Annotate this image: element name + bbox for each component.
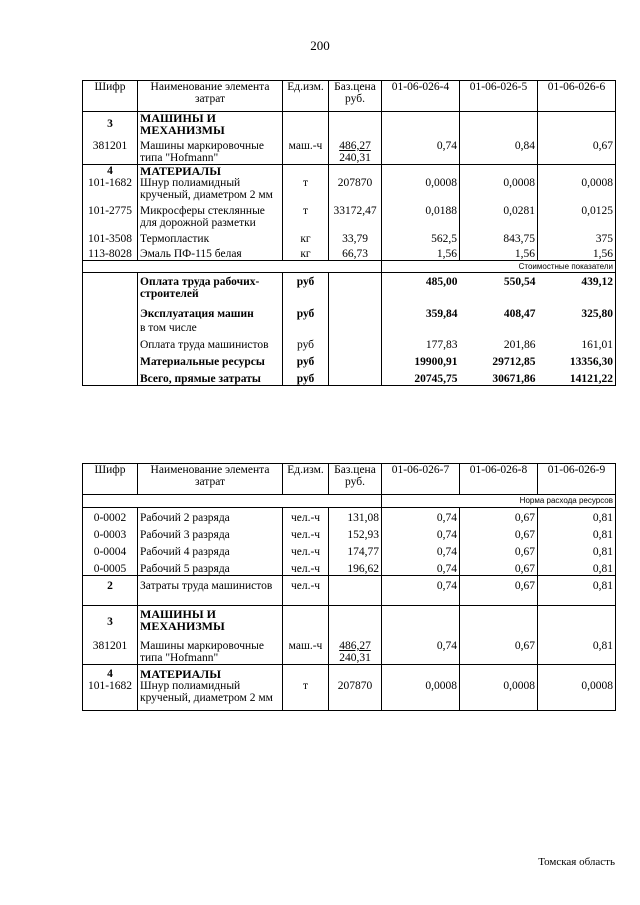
- region-footer: Томская область: [538, 856, 615, 868]
- header-col-2: 01-06-026-8: [460, 464, 538, 495]
- table-row: 0-0003 Рабочий 3 разряда чел.-ч 152,93 0,74 0,67 0,81: [83, 524, 616, 541]
- total-row: Всего, прямые затраты руб 20745,75 30671,86 14121,22: [83, 368, 616, 386]
- section-row: 3 МАШИНЫ И МЕХАНИЗМЫ: [83, 112, 616, 141]
- total-row: Эксплуатация машин руб 359,84 408,47 325,80: [83, 300, 616, 320]
- table-header: [83, 81, 616, 112]
- table-row: 101-1682 Шнур полиамидный крученый, диаметром 2 мм т 207870 0,0008 0,0008 0,0008: [83, 177, 616, 201]
- header-col-2: 01-06-026-5: [460, 81, 538, 112]
- header-code: Шифр: [83, 81, 138, 112]
- header-price: Баз.цена руб.: [329, 464, 382, 495]
- table-row: 381201 Машины маркировочные типа "Hofmann" маш.-ч 486,27 240,31 0,74 0,84 0,67: [83, 140, 616, 165]
- table-row: 113-8028 Эмаль ПФ-115 белая кг 66,73 1,56 1,56 1,56: [83, 245, 616, 261]
- table-row: 2 Затраты труда машинистов чел.-ч 0,74 0,67 0,81: [83, 576, 616, 606]
- header-col-3: 01-06-026-9: [538, 464, 616, 495]
- header-name: Наименование элемента затрат: [138, 464, 283, 495]
- section-row: 4 МАТЕРИАЛЫ: [83, 165, 616, 178]
- header-col-1: 01-06-026-4: [382, 81, 460, 112]
- header-unit: Ед.изм.: [283, 464, 329, 495]
- header-code: Шифр: [83, 464, 138, 495]
- total-row: Оплата труда рабочих-строителей руб 485,00 550,54 439,12: [83, 273, 616, 301]
- table-row: 101-1682 Шнур полиамидный крученый, диаметром 2 мм т 207870 0,0008 0,0008 0,0008: [83, 680, 616, 711]
- cost-indicators-note: Стоимостные показатели: [83, 261, 616, 273]
- header-price: Баз.цена руб.: [329, 81, 382, 112]
- table-row: 0-0005 Рабочий 5 разряда чел.-ч 196,62 0,74 0,67 0,81: [83, 558, 616, 576]
- table-row: 381201 Машины маркировочные типа "Hofmann" маш.-ч 486,27 240,31 0,74 0,67 0,81: [83, 636, 616, 665]
- header-col-3: 01-06-026-6: [538, 81, 616, 112]
- page-number: 200: [310, 38, 330, 53]
- total-row: Оплата труда машинистов руб 177,83 201,86 161,01: [83, 334, 616, 351]
- header-name: Наименование элемента затрат: [138, 81, 283, 112]
- resource-table-1: [82, 80, 616, 386]
- table-header: [83, 464, 616, 495]
- table-row: 101-2775 Микросферы стеклянные для дорожной разметки т 33172,47 0,0188 0,0281 0,0125: [83, 201, 616, 229]
- table-row: 0-0004 Рабочий 4 разряда чел.-ч 174,77 0,74 0,67 0,81: [83, 541, 616, 558]
- resource-table-2: [82, 463, 616, 711]
- total-row: Материальные ресурсы руб 19900,91 29712,85 13356,30: [83, 351, 616, 368]
- section-row: 3 МАШИНЫ И МЕХАНИЗМЫ: [83, 606, 616, 637]
- resource-norm-note: Норма расхода ресурсов: [83, 495, 616, 508]
- header-col-1: 01-06-026-7: [382, 464, 460, 495]
- table-row: 0-0002 Рабочий 2 разряда чел.-ч 131,08 0,74 0,67 0,81: [83, 508, 616, 525]
- header-unit: Ед.изм.: [283, 81, 329, 112]
- table-row: 101-3508 Термопластик кг 33,79 562,5 843,75 375: [83, 229, 616, 245]
- total-row: в том числе: [83, 320, 616, 334]
- section-row: 4 МАТЕРИАЛЫ: [83, 665, 616, 681]
